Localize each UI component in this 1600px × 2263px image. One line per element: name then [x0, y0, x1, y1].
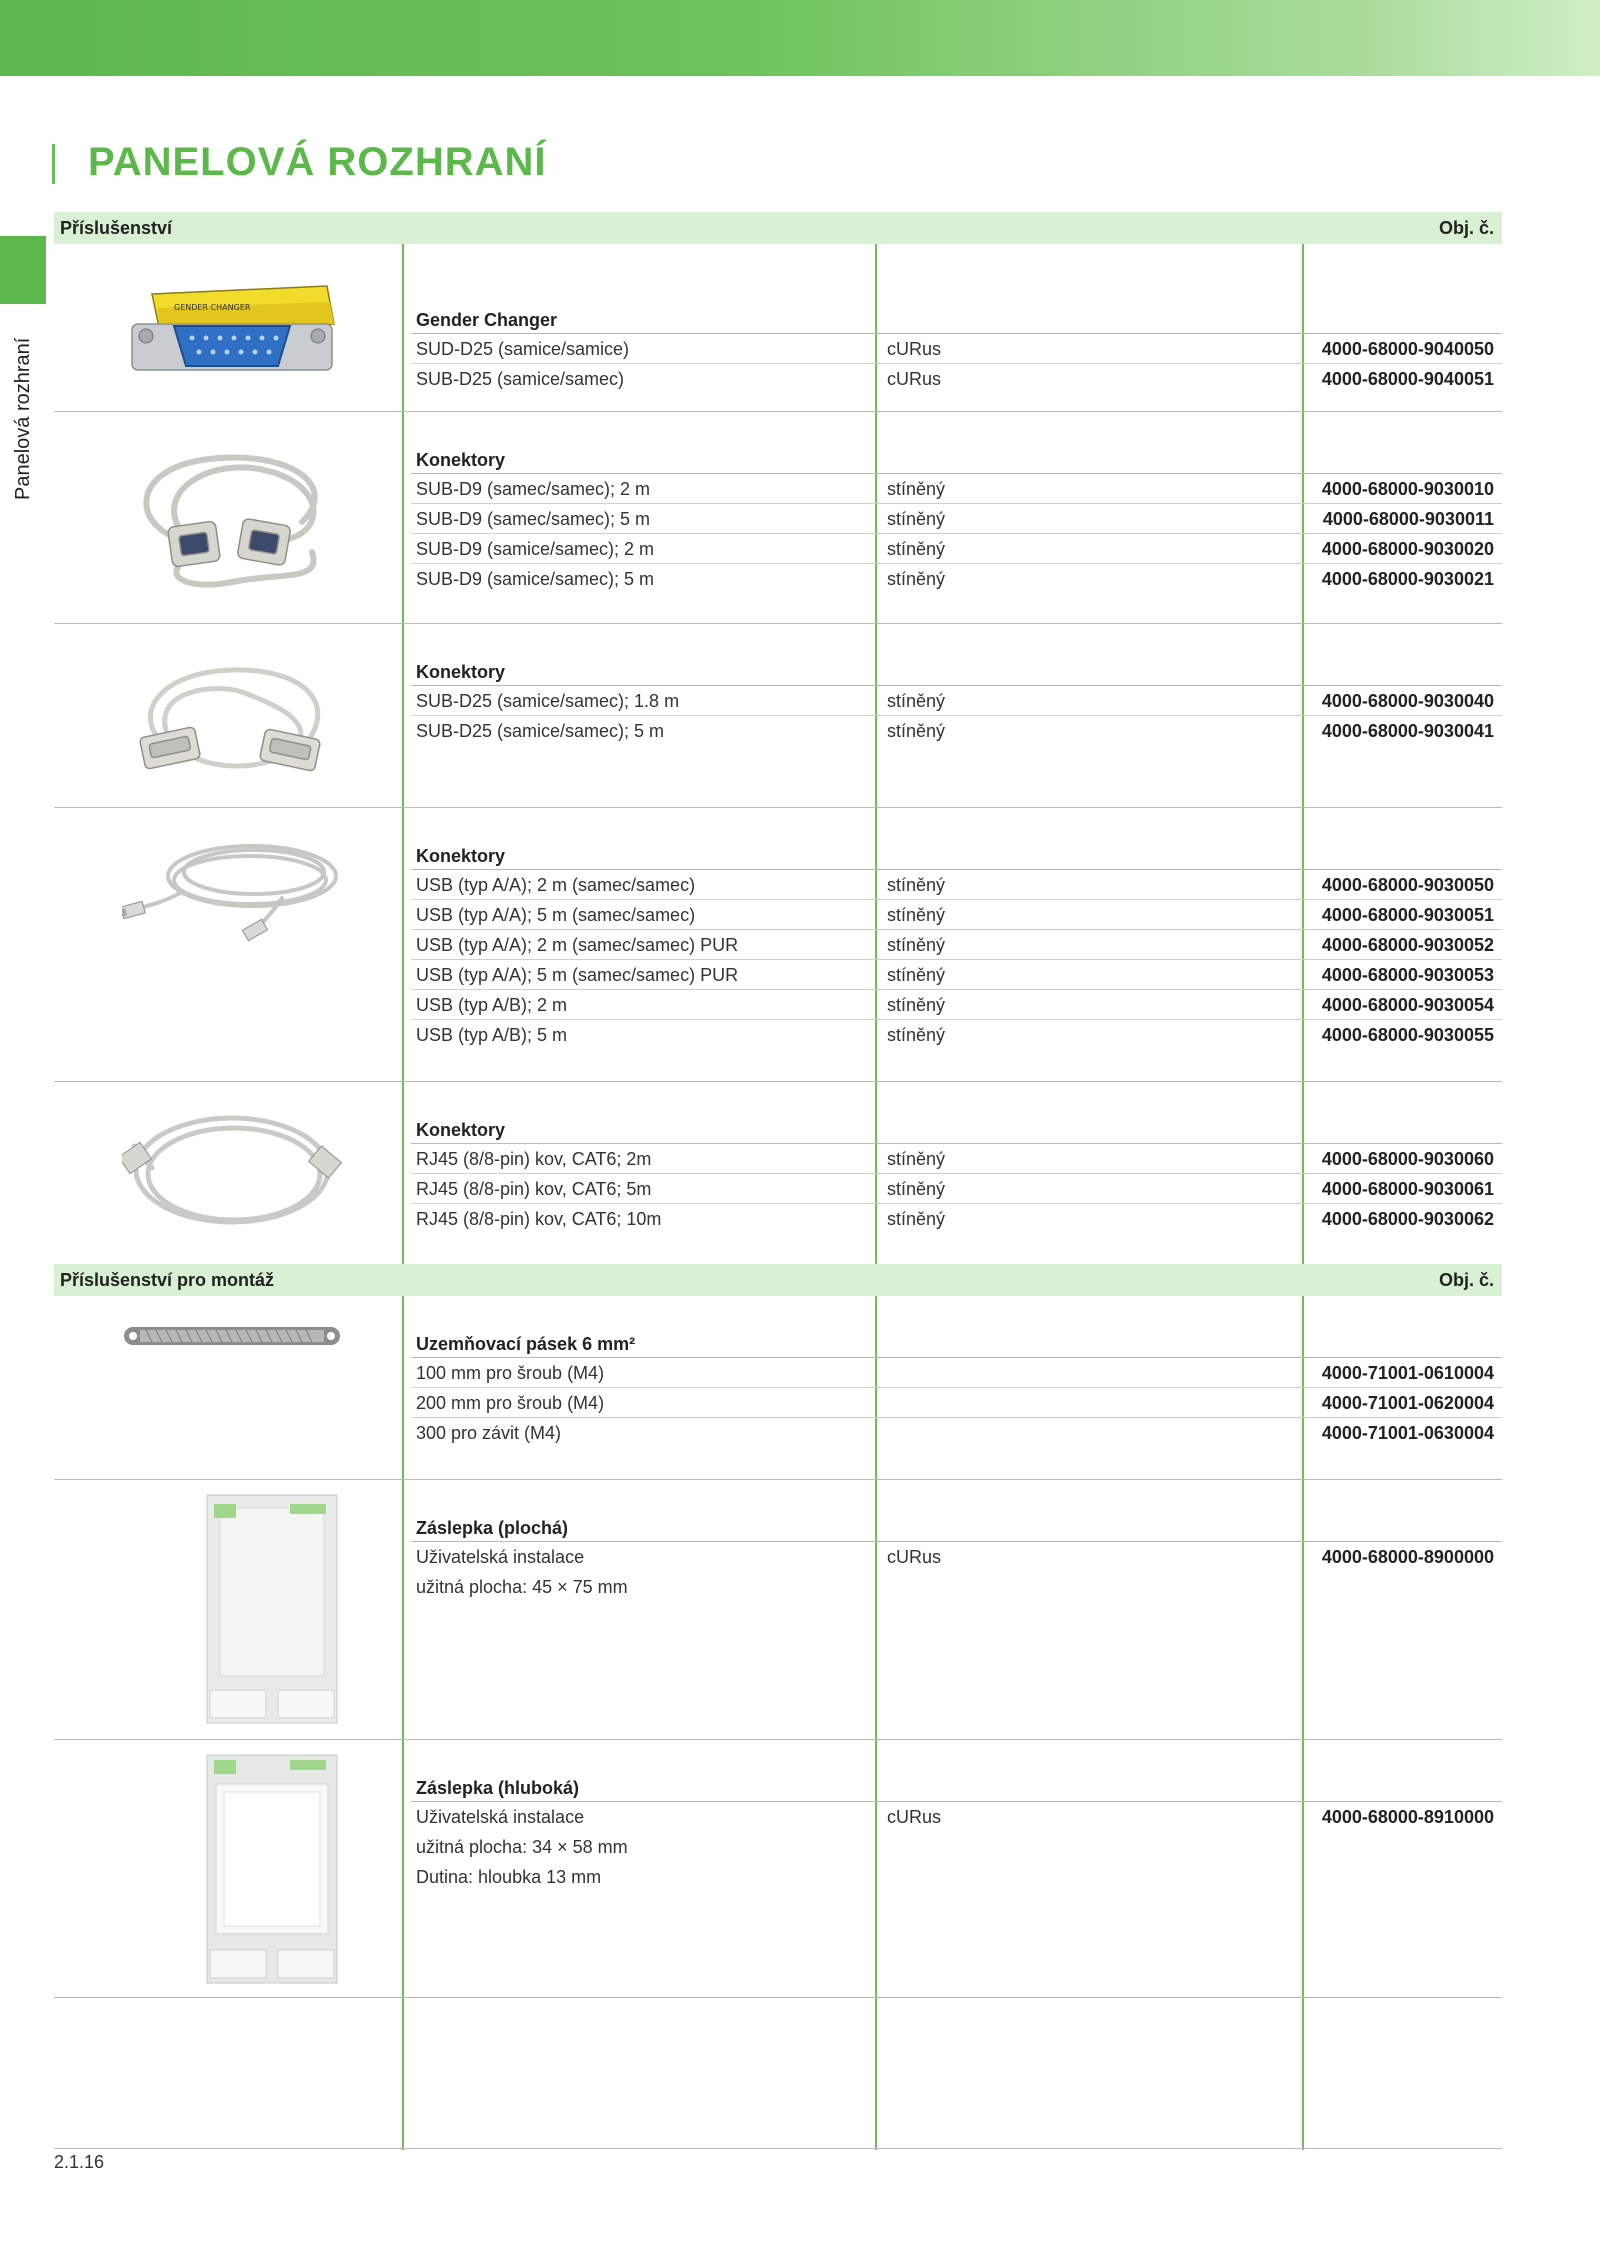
row-spec: cURus	[887, 1547, 942, 1567]
row-spec: stíněný	[887, 935, 946, 955]
product-group-blank-plate-flat	[54, 1480, 1502, 1740]
table-row	[411, 364, 1502, 394]
table-row	[411, 1832, 1502, 1862]
row-description: SUB-D9 (samec/samec); 5 m	[416, 509, 651, 529]
row-spec: stíněný	[887, 1179, 946, 1199]
row-description: Dutina: hloubka 13 mm	[416, 1867, 602, 1887]
section-header-mounting-accessories	[54, 1264, 1502, 1296]
table-row	[411, 1802, 1502, 1832]
table-row	[411, 716, 1502, 746]
row-description: SUD-D25 (samice/samice)	[416, 339, 630, 359]
page-number: 2.1.16	[54, 2152, 105, 2172]
row-spec: stíněný	[887, 1149, 946, 1169]
section-label: Příslušenství pro montáž	[60, 1270, 275, 1290]
sub-d25-cable-image	[122, 652, 342, 782]
table-row	[411, 504, 1502, 534]
table-bottom-rule	[54, 2148, 1502, 2149]
group-title: Konektory	[411, 840, 1502, 870]
row-description: Uživatelská instalace	[416, 1547, 585, 1567]
group-title: Konektory	[411, 1114, 1502, 1144]
row-description: USB (typ A/A); 5 m (samec/samec)	[416, 905, 696, 925]
row-spec: stíněný	[887, 905, 946, 925]
row-order-number: 4000-71001-0630004	[1321, 1423, 1494, 1443]
product-group-gender-changer	[54, 244, 1502, 412]
table-row	[411, 1174, 1502, 1204]
usb-cable-image	[122, 828, 342, 948]
blank-plate-deep-image	[162, 1754, 382, 1984]
table-row	[411, 1144, 1502, 1174]
table-row	[411, 1542, 1502, 1572]
group-title: Záslepka (plochá)	[411, 1512, 1502, 1542]
row-order-number: 4000-68000-9030011	[1322, 509, 1494, 529]
product-group-rj45	[54, 1082, 1502, 1266]
row-order-number: 4000-68000-9030062	[1321, 1209, 1494, 1229]
table-row	[411, 686, 1502, 716]
row-description: užitná plocha: 45 × 75 mm	[416, 1577, 628, 1597]
group-separator	[54, 1997, 1502, 1998]
table-row	[411, 1020, 1502, 1050]
row-description: 200 mm pro šroub (M4)	[416, 1393, 605, 1413]
row-spec: stíněný	[887, 691, 946, 711]
sub-d9-cable-image	[122, 432, 342, 602]
row-description: SUB-D9 (samice/samec); 2 m	[416, 539, 655, 559]
row-order-number: 4000-68000-9030041	[1321, 721, 1494, 741]
row-order-number: 4000-68000-9030053	[1321, 965, 1494, 985]
group-title: Uzemňovací pásek 6 mm²	[411, 1328, 1502, 1358]
row-description: 300 pro závit (M4)	[416, 1423, 562, 1443]
row-order-number: 4000-68000-8910000	[1321, 1807, 1494, 1827]
table-row	[411, 474, 1502, 504]
row-spec: stíněný	[887, 965, 946, 985]
table-row	[411, 1358, 1502, 1388]
row-order-number: 4000-68000-9040050	[1321, 339, 1494, 359]
table-row	[411, 1862, 1502, 1892]
row-spec: stíněný	[887, 721, 946, 741]
row-spec: cURus	[887, 1807, 942, 1827]
row-spec: stíněný	[887, 1209, 946, 1229]
row-description: užitná plocha: 34 × 58 mm	[416, 1837, 628, 1857]
row-spec: stíněný	[887, 539, 946, 559]
title-accent-rule	[52, 144, 55, 184]
row-order-number: 4000-68000-9030060	[1321, 1149, 1494, 1169]
row-spec: cURus	[887, 339, 942, 359]
section-label: Příslušenství	[60, 218, 173, 238]
side-tab-marker	[0, 236, 46, 304]
group-title: Konektory	[411, 656, 1502, 686]
row-description: USB (typ A/B); 2 m	[416, 995, 568, 1015]
row-order-number: 4000-68000-9030050	[1321, 875, 1494, 895]
row-order-number: 4000-68000-9030055	[1321, 1025, 1494, 1045]
row-description: SUB-D25 (samice/samec)	[416, 369, 625, 389]
product-group-sub-d25	[54, 624, 1502, 808]
product-group-grounding-strap	[54, 1296, 1502, 1480]
row-spec: stíněný	[887, 569, 946, 589]
row-order-number: 4000-71001-0620004	[1321, 1393, 1494, 1413]
row-description: USB (typ A/A); 2 m (samec/samec)	[416, 875, 696, 895]
table-row	[411, 534, 1502, 564]
row-description: SUB-D9 (samice/samec); 5 m	[416, 569, 655, 589]
row-order-number: 4000-68000-9030054	[1321, 995, 1494, 1015]
svg-text:GENDER CHANGER: GENDER CHANGER	[174, 303, 251, 312]
group-title: Záslepka (hluboká)	[411, 1772, 1502, 1802]
row-spec: stíněný	[887, 509, 946, 529]
section-header-accessories	[54, 212, 1502, 244]
page-title: PANELOVÁ ROZHRANÍ	[88, 140, 547, 184]
order-number-heading: Obj. č.	[1438, 1270, 1494, 1290]
product-table	[54, 212, 1502, 2150]
row-order-number: 4000-68000-9030052	[1321, 935, 1494, 955]
group-title: Konektory	[411, 444, 1502, 474]
product-group-sub-d9	[54, 412, 1502, 624]
row-description: USB (typ A/B); 5 m	[416, 1025, 568, 1045]
table-row	[411, 960, 1502, 990]
gender-changer-image	[122, 266, 342, 386]
order-number-heading: Obj. č.	[1438, 218, 1494, 238]
row-order-number: 4000-71001-0610004	[1321, 1363, 1494, 1383]
side-section-label: Panelová rozhraní	[12, 337, 34, 500]
row-order-number: 4000-68000-9030021	[1321, 569, 1494, 589]
row-description: SUB-D9 (samec/samec); 2 m	[416, 479, 651, 499]
row-order-number: 4000-68000-9030061	[1321, 1179, 1494, 1199]
table-row	[411, 334, 1502, 364]
table-row	[411, 1204, 1502, 1234]
product-group-usb	[54, 808, 1502, 1082]
row-order-number: 4000-68000-9040051	[1321, 369, 1494, 389]
row-order-number: 4000-68000-9030051	[1321, 905, 1494, 925]
row-description: USB (typ A/A); 2 m (samec/samec) PUR	[416, 935, 739, 955]
rj45-cable-image	[122, 1108, 342, 1238]
row-description: 100 mm pro šroub (M4)	[416, 1363, 605, 1383]
row-description: SUB-D25 (samice/samec); 5 m	[416, 721, 665, 741]
row-order-number: 4000-68000-8900000	[1321, 1547, 1494, 1567]
grounding-strap-image	[122, 1324, 342, 1348]
blank-plate-flat-image	[162, 1494, 382, 1724]
row-spec: stíněný	[887, 479, 946, 499]
row-order-number: 4000-68000-9030010	[1321, 479, 1494, 499]
row-spec: cURus	[887, 369, 942, 389]
row-spec: stíněný	[887, 875, 946, 895]
row-description: SUB-D25 (samice/samec); 1.8 m	[416, 691, 680, 711]
row-spec: stíněný	[887, 995, 946, 1015]
table-row	[411, 1388, 1502, 1418]
row-spec: stíněný	[887, 1025, 946, 1045]
row-description: Uživatelská instalace	[416, 1807, 585, 1827]
group-title: Gender Changer	[411, 304, 1502, 334]
table-row	[411, 990, 1502, 1020]
table-row	[411, 564, 1502, 594]
row-description: RJ45 (8/8-pin) kov, CAT6; 5m	[416, 1179, 652, 1199]
product-group-blank-plate-deep	[54, 1740, 1502, 1998]
row-order-number: 4000-68000-9030040	[1321, 691, 1494, 711]
top-banner	[0, 0, 1600, 76]
table-row	[411, 1572, 1502, 1602]
row-description: RJ45 (8/8-pin) kov, CAT6; 2m	[416, 1149, 652, 1169]
table-row	[411, 870, 1502, 900]
row-order-number: 4000-68000-9030020	[1321, 539, 1494, 559]
table-row	[411, 930, 1502, 960]
row-description: USB (typ A/A); 5 m (samec/samec) PUR	[416, 965, 739, 985]
table-row	[411, 1418, 1502, 1448]
table-row	[411, 900, 1502, 930]
row-description: RJ45 (8/8-pin) kov, CAT6; 10m	[416, 1209, 662, 1229]
